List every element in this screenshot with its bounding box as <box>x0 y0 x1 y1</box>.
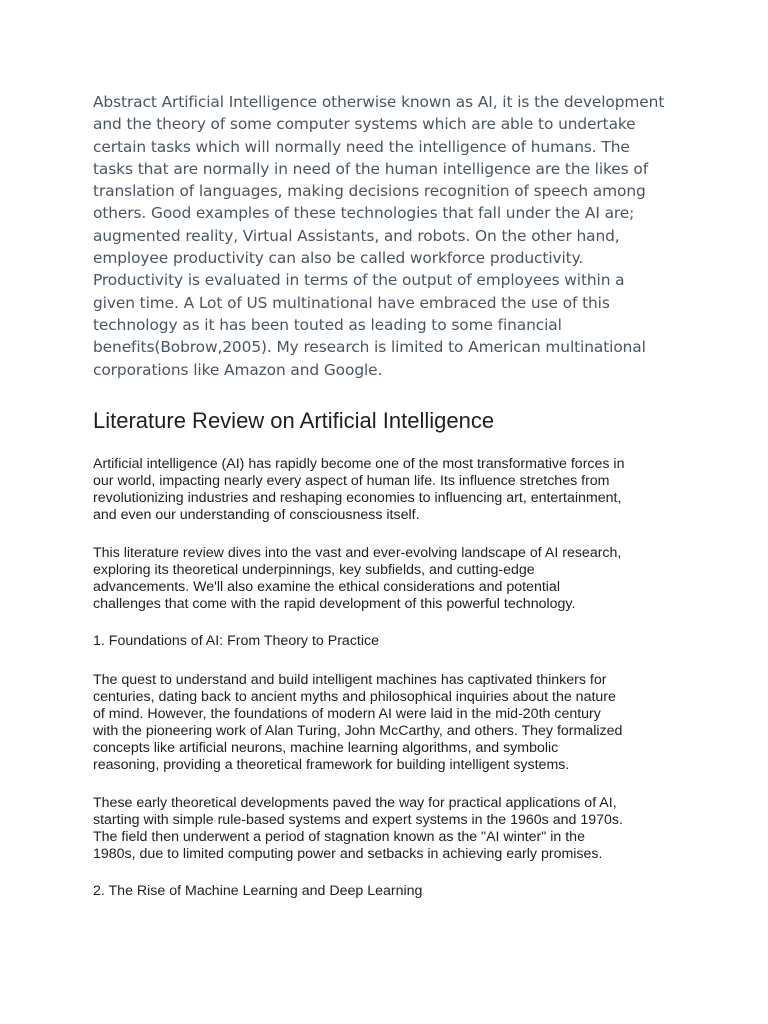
text-line: given time. A Lot of US multinational have embraced the use of this <box>93 293 610 312</box>
text-line: tasks that are normally in need of the human intelligence are the likes of <box>93 159 649 178</box>
text-line: 1980s, due to limited computing power and setbacks in achieving early promises. <box>93 845 603 862</box>
text-line: augmented reality, Virtual Assistants, and robots. On the other hand, <box>93 226 620 245</box>
text-line: technology as it has been touted as leading to some financial <box>93 315 562 334</box>
text-line: corporations like Amazon and Google. <box>93 360 383 379</box>
abstract-paragraph <box>93 91 693 381</box>
text-line: Productivity is evaluated in terms of the output of employees within a <box>93 271 625 290</box>
text-line: The quest to understand and build intelligent machines has captivated thinkers for <box>93 672 607 688</box>
text-line: reasoning, providing a theoretical framework for building intelligent systems. <box>93 756 570 773</box>
text-line: These early theoretical developments paved the way for practical applications of AI, <box>93 795 617 811</box>
text-line: with the pioneering work of Alan Turing, John McCarthy, and others. They formalized <box>93 722 623 739</box>
section-1-title: 1. Foundations of AI: From Theory to Practice <box>93 633 379 649</box>
text-line: concepts like artificial neurons, machine learning algorithms, and symbolic <box>93 739 559 756</box>
text-line: and even our understanding of consciousness itself. <box>93 506 420 523</box>
section-heading: Literature Review on Artificial Intelligence <box>93 408 495 433</box>
text-line: of mind. However, the foundations of modern AI were laid in the mid-20th century <box>93 705 601 722</box>
text-line: Artificial intelligence (AI) has rapidly become one of the most transformative forces in <box>93 456 625 472</box>
text-line: advancements. We'll also examine the ethical considerations and potential <box>93 578 560 595</box>
text-line: our world, impacting nearly every aspect of human life. Its influence stretches from <box>93 472 610 489</box>
text-line: starting with simple rule-based systems and expert systems in the 1960s and 1970s. <box>93 811 623 828</box>
text-line: others. Good examples of these technologies that fall under the AI are; <box>93 204 635 223</box>
text-line: employee productivity can also be called workforce productivity. <box>93 249 584 268</box>
intro-paragraph <box>93 456 693 524</box>
text-line: translation of languages, making decisions recognition of speech among <box>93 182 646 201</box>
text-line: challenges that come with the rapid development of this powerful technology. <box>93 595 576 612</box>
text-line: and the theory of some computer systems which are able to undertake <box>93 115 636 134</box>
text-line: Abstract Artificial Intelligence otherwise known as AI, it is the development <box>93 93 665 111</box>
section-1-paragraph-2 <box>93 795 693 863</box>
text-line: certain tasks which will normally need the intelligence of humans. The <box>93 137 630 156</box>
text-line: The field then underwent a period of stagnation known as the "AI winter" in the <box>93 828 585 845</box>
text-line: exploring its theoretical underpinnings, key subfields, and cutting-edge <box>93 561 535 578</box>
section-1-paragraph-1 <box>93 672 693 773</box>
review-paragraph <box>93 545 693 613</box>
text-line: This literature review dives into the vast and ever-evolving landscape of AI research, <box>93 545 622 561</box>
section-2-title: 2. The Rise of Machine Learning and Deep Learning <box>93 883 423 899</box>
text-line: benefits(Bobrow,2005). My research is limited to American multinational <box>93 338 646 357</box>
text-line: centuries, dating back to ancient myths and philosophical inquiries about the nature <box>93 688 616 705</box>
text-line: revolutionizing industries and reshaping economies to influencing art, entertainment, <box>93 489 622 506</box>
